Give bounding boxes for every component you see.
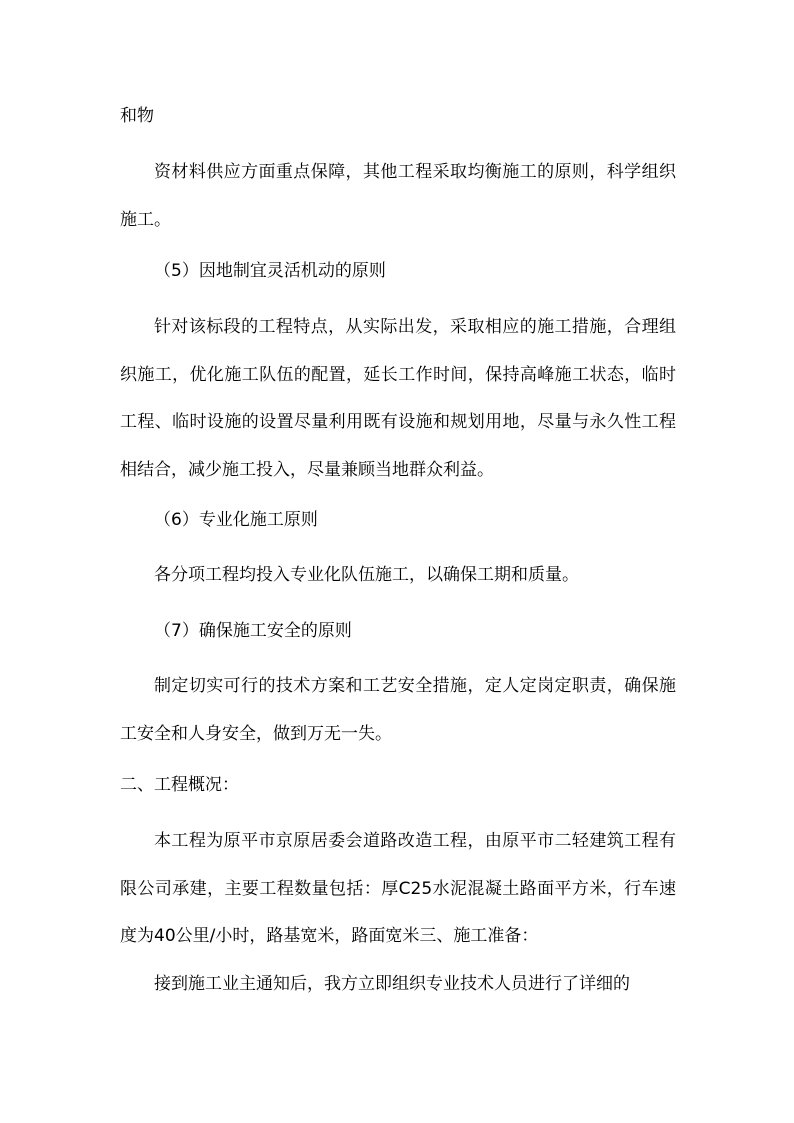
- heading-principle-5: （5）因地制宜灵活机动的原则: [154, 261, 386, 281]
- paragraph-material-supply: 资材料供应方面重点保障，其他工程采取均衡施工的原则，科学组织施工。: [120, 162, 676, 230]
- section-heading-overview: 二、工程概况：: [120, 775, 239, 795]
- paragraph-continuation: 和物: [120, 106, 154, 126]
- paragraph-preparation: 接到施工业主通知后，我方立即组织专业技术人员进行了详细的: [154, 974, 630, 994]
- heading-principle-7: （7）确保施工安全的原则: [154, 621, 352, 641]
- paragraph-specialized: 各分项工程均投入专业化队伍施工，以确保工期和质量。: [154, 565, 579, 585]
- paragraph-project-overview: 本工程为原平市京原居委会道路改造工程，由原平市二轻建筑工程有限公司承建，主要工程数量包括：厚C25水泥混凝土路面平方米，行车速度为40公里/小时，路基宽米，路面宽米三、施工准备：: [120, 831, 676, 946]
- paragraph-flexible-principle: 针对该标段的工程特点，从实际出发，采取相应的施工措施，合理组织施工，优化施工队伍的配置，延长工作时间，保持高峰施工状态，临时工程、临时设施的设置尽量利用既有设施和规划用地，尽量与永久性工程相结合，减少施工投入，尽量兼顾当地群众利益。: [120, 317, 676, 480]
- heading-principle-6: （6）专业化施工原则: [154, 510, 318, 530]
- paragraph-safety: 制定切实可行的技术方案和工艺安全措施，定人定岗定职责，确保施工安全和人身安全，做到万无一失。: [120, 676, 676, 744]
